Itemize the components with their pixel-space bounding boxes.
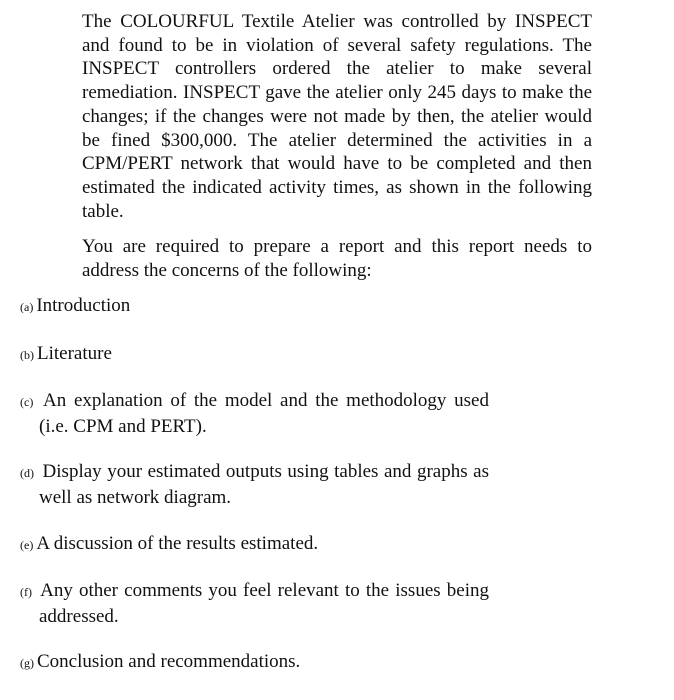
list-item-text: An explanation of the model and the methodology used (i.e. CPM and PERT). xyxy=(39,390,489,437)
list-marker: (g) xyxy=(20,656,34,670)
list-marker: (b) xyxy=(20,348,34,362)
list-item-text: Any other comments you feel relevant to the issues being addressed. xyxy=(39,580,489,627)
list-item-text: Display your estimated outputs using tables and graphs as well as network diagram. xyxy=(39,461,489,508)
list-marker: (f) xyxy=(20,585,32,599)
list-marker: (e) xyxy=(20,538,34,552)
intro-paragraph: The COLOURFUL Textile Atelier was controlled by INSPECT and found to be in violation of several safety regulations. The INSPECT controllers ordered the atelier to make several remediation. INSPECT gave the atelier only 245 days to make the changes; if the changes were not made by then, the atelier would be fined $300,000. The atelier determined the activities in a CPM/PERT network that would have to be completed and then estimated the indicated activity times, as shown in the following table. xyxy=(82,11,592,222)
list-item-text: A discussion of the results estimated. xyxy=(36,533,319,554)
list-marker: (c) xyxy=(20,395,34,409)
list-marker: (a) xyxy=(20,300,34,314)
list-item-text: Literature xyxy=(37,343,112,364)
instructions-paragraph: You are required to prepare a report and this report needs to address the concerns of the following: xyxy=(82,236,592,282)
list-item-text: Conclusion and recommendations. xyxy=(37,651,301,672)
list-marker: (d) xyxy=(20,466,34,480)
list-item xyxy=(20,460,489,509)
document-body xyxy=(82,10,592,283)
list-item-text: Introduction xyxy=(36,295,131,316)
list-item xyxy=(20,389,489,438)
list-item xyxy=(20,579,489,628)
list-item xyxy=(20,650,470,676)
list-item xyxy=(20,342,470,368)
list-item xyxy=(20,532,470,558)
list-item xyxy=(20,294,470,320)
